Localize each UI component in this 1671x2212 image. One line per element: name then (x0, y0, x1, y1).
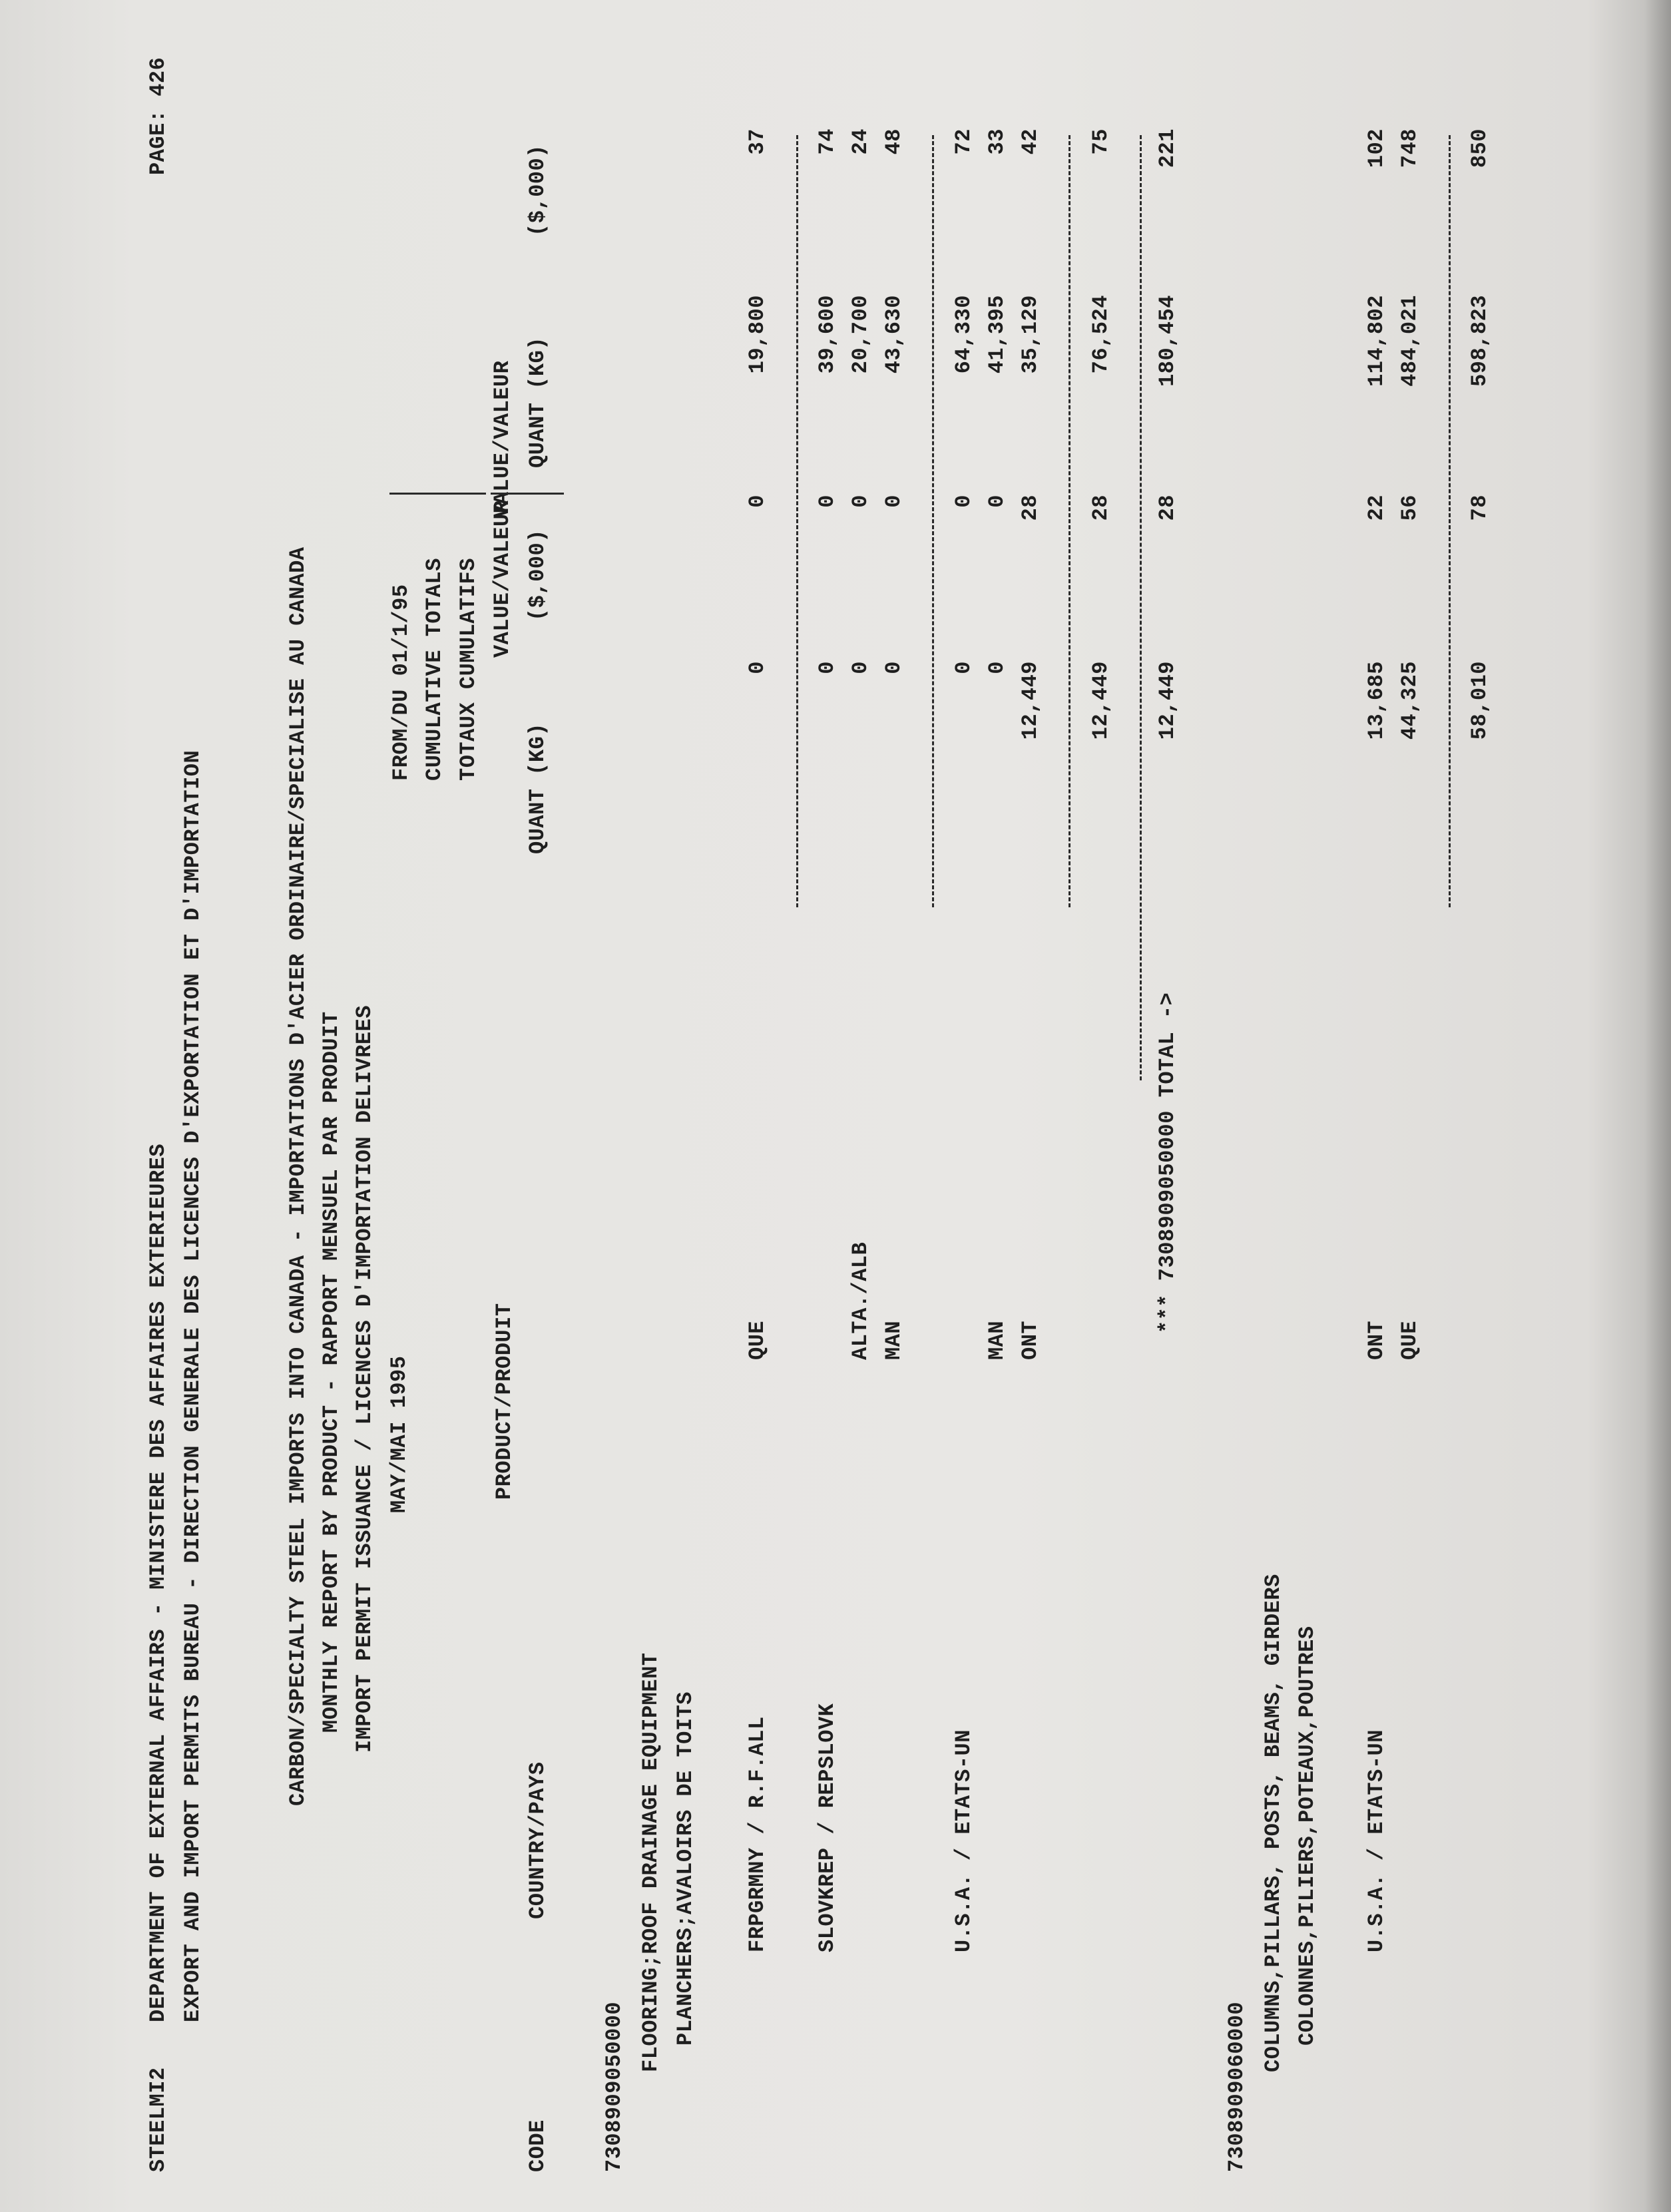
subtotal-cum-quant: 76,524 (1088, 295, 1113, 374)
page-number: PAGE: 426 (146, 57, 170, 175)
cum-header-totaux: TOTAUX CUMULATIFS (456, 558, 481, 781)
subtotal-cum-quant: 598,823 (1467, 295, 1492, 387)
value-cell: 56 (1397, 495, 1422, 521)
product-code: 7308909060000 (1224, 2001, 1249, 2172)
province: QUE (1397, 1320, 1422, 1360)
quant-cell: 0 (881, 661, 906, 674)
cum-value-cell: 24 (848, 128, 873, 155)
column-cum-value: VALUE/VALEUR (490, 360, 515, 518)
subtotal-cum-value: 850 (1467, 128, 1492, 168)
subtotal-quant: 12,449 (1088, 661, 1113, 740)
cum-header-totals: CUMULATIVE TOTALS (422, 558, 447, 781)
report-subtitle: MONTHLY REPORT BY PRODUCT - RAPPORT MENSUEL PAR PRODUIT (319, 1011, 344, 1733)
province: ALTA./ALB (848, 1241, 873, 1360)
report-title: CARBON/SPECIALTY STEEL IMPORTS INTO CANADA - IMPORTATIONS D'ACIER ORDINAIRE/SPECIALISE AU CANADA (286, 547, 310, 1806)
total-cum-quant: 180,454 (1155, 295, 1180, 387)
subtotal-rule (932, 135, 934, 907)
subtotal-cum-value: 75 (1088, 128, 1113, 155)
value-cell: 0 (951, 495, 976, 508)
subtotal-rule (796, 135, 798, 907)
province: ONT (1364, 1320, 1389, 1360)
report-subtitle-2: IMPORT PERMIT ISSUANCE / LICENCES D'IMPORTATION DELIVREES (352, 1004, 377, 1753)
report-id: STEELMI2 (146, 2067, 170, 2172)
subtotal-rule (1069, 135, 1071, 907)
total-cum-value: 221 (1155, 128, 1180, 168)
cum-value-cell: 33 (985, 128, 1009, 155)
subtotal-quant: 58,010 (1467, 661, 1492, 740)
subtotal-rule (1449, 135, 1451, 907)
column-cum-quant: QUANT (KG) (525, 336, 550, 468)
province: QUE (745, 1320, 770, 1360)
department-line: DEPARTMENT OF EXTERNAL AFFAIRS - MINISTERE DES AFFAIRES EXTERIEURES (146, 1143, 170, 2022)
quant-cell: 0 (815, 661, 839, 674)
product-description: FLOORING;ROOF DRAINAGE EQUIPMENT (638, 1652, 663, 2072)
cum-quant-cell: 41,395 (985, 295, 1009, 374)
cum-quant-cell: 20,700 (848, 295, 873, 374)
value-cell: 0 (815, 495, 839, 508)
quant-cell: 13,685 (1364, 661, 1389, 740)
column-divider (389, 493, 486, 495)
subtotal-value: 78 (1467, 495, 1492, 521)
column-country: COUNTRY/PAYS (525, 1761, 550, 1919)
cum-quant-cell: 43,630 (881, 295, 906, 374)
value-cell: 0 (848, 495, 873, 508)
column-divider-2 (491, 493, 564, 495)
cum-value-cell: 102 (1364, 128, 1389, 168)
country-name: U.S.A. / ETATS-UN (1364, 1729, 1389, 1952)
column-value: VALUE/VALEUR (490, 500, 515, 658)
cum-quant-cell: 19,800 (745, 295, 770, 374)
value-cell: 0 (745, 495, 770, 508)
value-cell: 22 (1364, 495, 1389, 521)
total-rule (1140, 135, 1142, 1080)
report-period: MAY/MAI 1995 (387, 1355, 411, 1513)
bureau-line: EXPORT AND IMPORT PERMITS BUREAU - DIRECTION GENERALE DES LICENCES D'EXPORTATION ET D'IMPORTATION (180, 750, 205, 2022)
cum-quant-cell: 484,021 (1397, 295, 1422, 387)
quant-cell: 0 (745, 661, 770, 674)
total-quant: 12,449 (1155, 661, 1180, 740)
cum-value-cell: 748 (1397, 128, 1422, 168)
province: ONT (1018, 1320, 1043, 1360)
value-cell: 0 (881, 495, 906, 508)
quant-cell: 12,449 (1018, 661, 1043, 740)
column-product: PRODUCT/PRODUIT (492, 1303, 517, 1500)
product-description-fr: PLANCHERS;AVALOIRS DE TOITS (673, 1691, 698, 2046)
cum-quant-cell: 39,600 (815, 295, 839, 374)
value-cell: 0 (985, 495, 1009, 508)
cum-value-cell: 74 (815, 128, 839, 155)
product-description: COLUMNS,PILLARS, POSTS, BEAMS, GIRDERS (1261, 1574, 1286, 2072)
column-code: CODE (525, 2119, 550, 2172)
country-name: SLOVKREP / REPSLOVK (815, 1703, 839, 1952)
cum-header-from: FROM/DU 01/1/95 (389, 584, 413, 781)
cum-quant-cell: 114,802 (1364, 295, 1389, 387)
province: MAN (881, 1320, 906, 1360)
cum-quant-cell: 35,129 (1018, 295, 1043, 374)
subtotal-value: 28 (1088, 495, 1113, 521)
quant-cell: 0 (848, 661, 873, 674)
column-cum-value-units: ($,000) (525, 144, 550, 236)
quant-cell: 44,325 (1397, 661, 1422, 740)
product-total-label: *** 7308909050000 TOTAL -> (1155, 992, 1180, 1333)
province: MAN (985, 1320, 1009, 1360)
cum-value-cell: 48 (881, 128, 906, 155)
column-quant: QUANT (KG) (525, 722, 550, 854)
total-value: 28 (1155, 495, 1180, 521)
cum-value-cell: 37 (745, 128, 770, 155)
cum-value-cell: 42 (1018, 128, 1043, 155)
cum-value-cell: 72 (951, 128, 976, 155)
country-name: U.S.A. / ETATS-UN (951, 1729, 976, 1952)
country-name: FRPGRMNY / R.F.ALL (745, 1716, 770, 1952)
product-code: 7308909050000 (602, 2001, 626, 2172)
quant-cell: 0 (985, 661, 1009, 674)
quant-cell: 0 (951, 661, 976, 674)
product-description-fr: COLONNES,PILIERS,POTEAUX,POUTRES (1295, 1626, 1319, 2046)
value-cell: 28 (1018, 495, 1043, 521)
column-value-units: ($,000) (525, 529, 550, 621)
cum-quant-cell: 64,330 (951, 295, 976, 374)
